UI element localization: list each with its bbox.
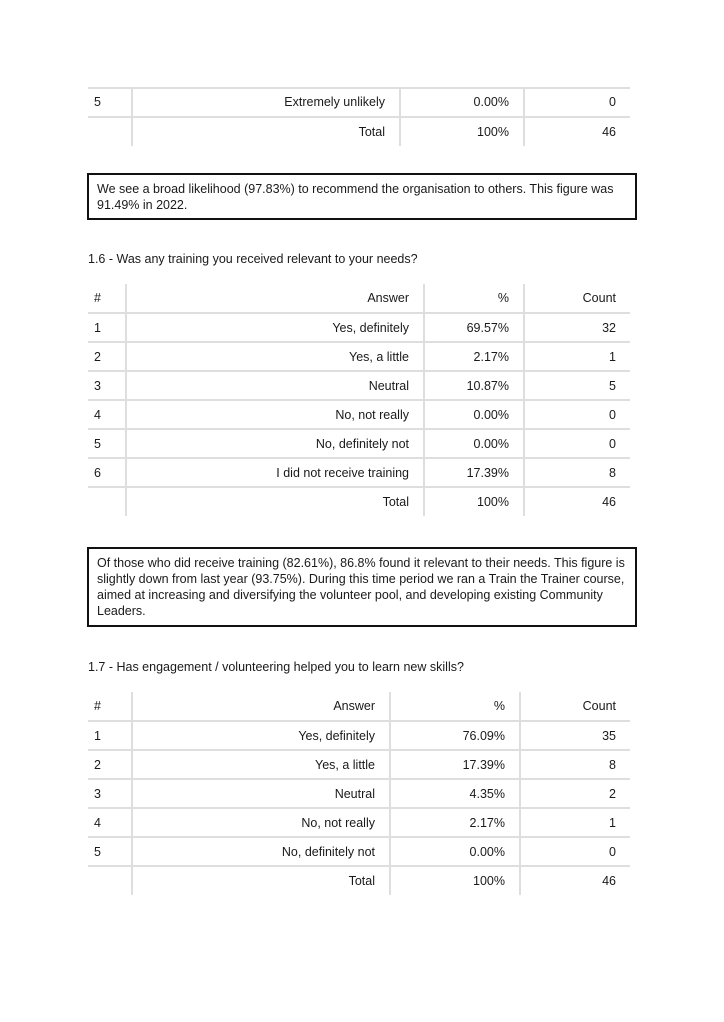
total-label: Total: [126, 487, 424, 516]
row-answer: I did not receive training: [126, 458, 424, 487]
row-answer: Neutral: [126, 371, 424, 400]
row-count: 0: [524, 88, 630, 117]
row-answer: No, definitely not: [126, 429, 424, 458]
table-row: [88, 750, 630, 779]
table-row: [88, 342, 630, 371]
row-num: 5: [94, 95, 101, 109]
row-pct: 17.39%: [424, 458, 524, 487]
row-answer: Extremely unlikely: [132, 88, 400, 117]
skills-learning-table: [88, 692, 630, 895]
total-row: [88, 487, 630, 516]
row-pct: 0.00%: [424, 400, 524, 429]
table-row: [88, 88, 630, 117]
row-count: 1: [520, 808, 630, 837]
total-pct: 100%: [400, 117, 524, 146]
row-pct: 76.09%: [390, 721, 520, 750]
total-count: 46: [524, 487, 630, 516]
row-num: 2: [88, 750, 132, 779]
row-pct: 0.00%: [424, 429, 524, 458]
row-answer: Yes, a little: [126, 342, 424, 371]
table-row: [88, 400, 630, 429]
table-row: [88, 458, 630, 487]
header-pct: %: [424, 284, 524, 313]
row-count: 35: [520, 721, 630, 750]
question-1-6-title: 1.6 - Was any training you received relevant to your needs?: [88, 252, 418, 266]
commentary-box-training: Of those who did receive training (82.61%), 86.8% found it relevant to their needs. This figure is slightly down from last year (93.75%). During this time period we ran a Train the Trainer course, aimed at increasing and diversifying the volunteer pool, and developing existing Community Leaders.: [87, 547, 637, 627]
question-1-7-title: 1.7 - Has engagement / volunteering helped you to learn new skills?: [88, 660, 464, 674]
header-answer: Answer: [132, 692, 390, 721]
row-pct: 2.17%: [424, 342, 524, 371]
total-pct: 100%: [390, 866, 520, 895]
row-num: 6: [88, 458, 126, 487]
table-row: [88, 837, 630, 866]
table-row: [88, 721, 630, 750]
row-answer: Yes, definitely: [126, 313, 424, 342]
total-count: 46: [524, 117, 630, 146]
row-pct: 69.57%: [424, 313, 524, 342]
row-count: 0: [524, 400, 630, 429]
row-num: 3: [88, 779, 132, 808]
row-num: 1: [88, 313, 126, 342]
row-pct: 17.39%: [390, 750, 520, 779]
row-pct: 2.17%: [390, 808, 520, 837]
row-count: 0: [520, 837, 630, 866]
row-answer: Neutral: [132, 779, 390, 808]
row-answer: Yes, definitely: [132, 721, 390, 750]
row-count: 2: [520, 779, 630, 808]
total-label: Total: [132, 117, 400, 146]
header-pct: %: [390, 692, 520, 721]
table-header-row: [88, 284, 630, 313]
row-answer: No, not really: [126, 400, 424, 429]
total-pct: 100%: [424, 487, 524, 516]
row-answer: No, definitely not: [132, 837, 390, 866]
row-num: 3: [88, 371, 126, 400]
row-answer: Yes, a little: [132, 750, 390, 779]
header-count: Count: [520, 692, 630, 721]
row-num: 5: [88, 837, 132, 866]
header-num: #: [94, 699, 101, 713]
header-num: #: [94, 291, 101, 305]
row-num: 4: [88, 808, 132, 837]
row-pct: 0.00%: [390, 837, 520, 866]
likelihood-table: [88, 88, 630, 146]
row-count: 1: [524, 342, 630, 371]
table-row: [88, 313, 630, 342]
row-num: 5: [88, 429, 126, 458]
row-count: 8: [524, 458, 630, 487]
row-num: 4: [88, 400, 126, 429]
row-num: 1: [88, 721, 132, 750]
row-pct: 4.35%: [390, 779, 520, 808]
training-relevance-table: [88, 284, 630, 516]
row-pct: 0.00%: [400, 88, 524, 117]
total-row: [88, 866, 630, 895]
commentary-box-recommend: We see a broad likelihood (97.83%) to recommend the organisation to others. This figure was 91.49% in 2022.: [87, 173, 637, 220]
header-answer: Answer: [126, 284, 424, 313]
row-pct: 10.87%: [424, 371, 524, 400]
table-row: [88, 371, 630, 400]
row-answer: No, not really: [132, 808, 390, 837]
table-row: [88, 779, 630, 808]
total-row: [88, 117, 630, 146]
total-label: Total: [132, 866, 390, 895]
row-count: 32: [524, 313, 630, 342]
table-header-row: [88, 692, 630, 721]
table-row: [88, 429, 630, 458]
total-count: 46: [520, 866, 630, 895]
row-count: 8: [520, 750, 630, 779]
row-count: 0: [524, 429, 630, 458]
row-num: 2: [88, 342, 126, 371]
row-count: 5: [524, 371, 630, 400]
header-count: Count: [524, 284, 630, 313]
table-row: [88, 808, 630, 837]
